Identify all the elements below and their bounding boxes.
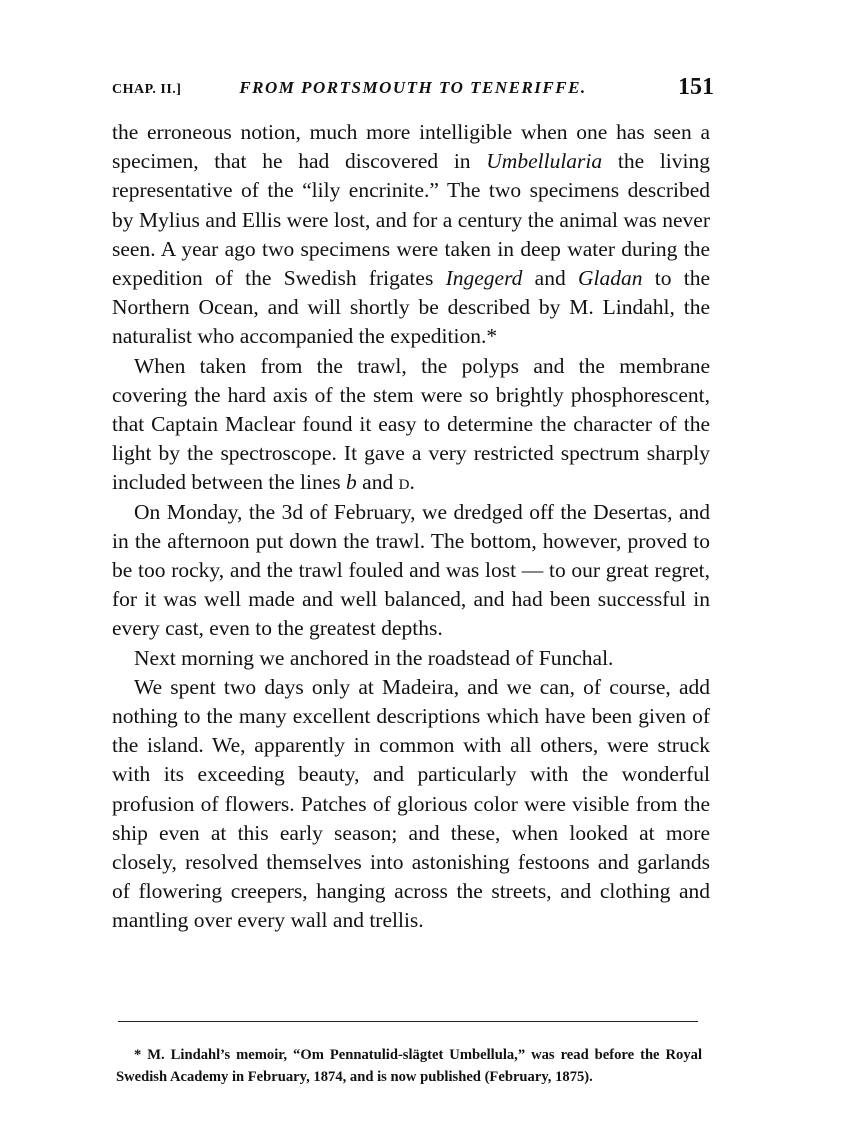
- text-run: We spent two days only at Madeira, and we can, of course, add nothing to the many excellent descriptions which have been given of the island. We, apparently in common with all others, were struck with its exceeding beauty, and particularly with the wonderful profusion of flowers. Patches of glorious color were visible from the ship even at this early season; and these, when looked at more closely, resolved themselves into astonishing festoons and garlands of flowering creepers, hanging across the streets, and clothing and mantling over every wall and trellis.: [112, 674, 710, 933]
- footnote-divider: [118, 1021, 698, 1022]
- text-run: When taken from the trawl, the polyps and the membrane covering the hard axis of the stem were so brightly phosphorescent, that Captain Maclear found it easy to determine the character of the light by the spectroscope. It gave a very restricted spectrum sharply included between the lines: [112, 353, 710, 495]
- body-text: [112, 118, 710, 936]
- page-number: 151: [678, 74, 714, 100]
- paragraph-2: [112, 352, 710, 498]
- text-run: and: [356, 470, 399, 495]
- running-title: FROM PORTSMOUTH TO TENERIFFE.: [239, 78, 587, 97]
- footnote-text: * M. Lindahl’s memoir, “Om Pennatulid-slägtet Umbellula,” was read before the Royal Swedish Academy in February, 1874, and is now published (February, 1875).: [116, 1047, 702, 1085]
- text-run: to the Northern Ocean, and will shortly be described by M. Lindahl, the naturalist who accompanied the expedition.*: [112, 266, 710, 349]
- small-caps-term: d: [398, 470, 410, 495]
- chapter-label: CHAP. II.]: [112, 82, 182, 97]
- italic-term: Ingegerd: [445, 266, 523, 291]
- italic-term: Umbellularia: [486, 149, 603, 174]
- paragraph-1: [112, 118, 710, 352]
- italic-term: Gladan: [577, 266, 643, 291]
- paragraph-5: [112, 673, 710, 936]
- italic-term: b: [346, 470, 357, 495]
- running-header: [112, 72, 714, 108]
- text-run: the living representative of the “lily encrinite.” The two specimens described by Mylius and Ellis were lost, and for a century the animal was never seen. A year ago two specimens were taken in deep water during the expedition of the Swedish frigates: [112, 149, 711, 291]
- paragraph-3: [112, 498, 710, 644]
- text-run: the erroneous notion, much more intelligible when one has seen a specimen, that he had discovered in: [112, 120, 710, 174]
- text-run: Next morning we anchored in the roadstead of Funchal.: [134, 645, 614, 670]
- footnote: [116, 1044, 702, 1088]
- text-run: and: [522, 266, 578, 291]
- text-run: On Monday, the 3d of February, we dredged off the Desertas, and in the afternoon put down the trawl. The bottom, however, proved to be too rocky, and the trawl fouled and was lost — to our great regret, for it was well made and well balanced, and had been successful in every cast, even to the greatest depths.: [112, 499, 710, 641]
- text-run: .: [409, 470, 415, 495]
- paragraph-4: [112, 644, 710, 673]
